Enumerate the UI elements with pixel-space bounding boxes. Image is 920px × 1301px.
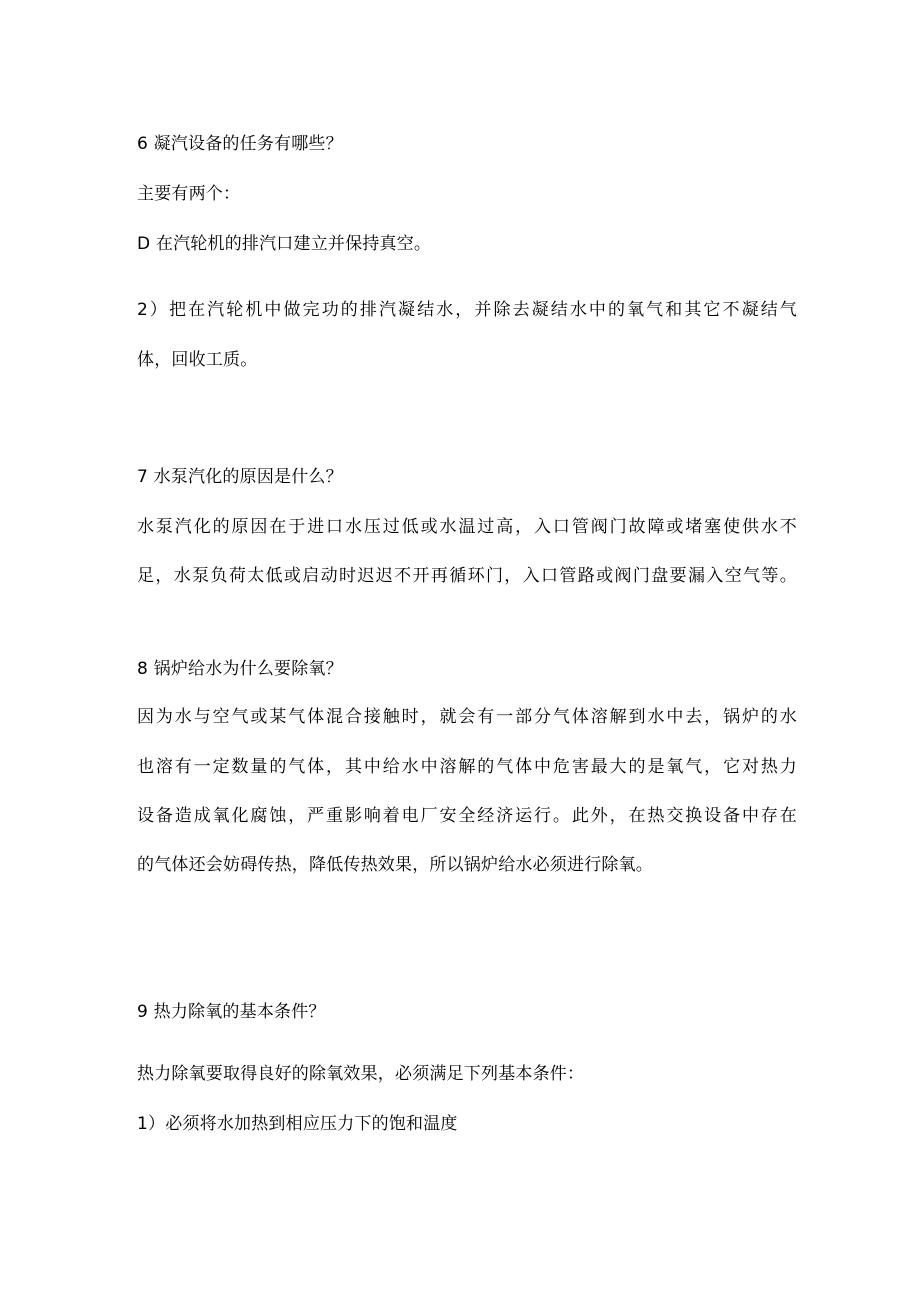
answer-6-line-3: 2）把在汽轮机中做完功的排汽凝结水，并除去凝结水中的氧气和其它不凝结气 <box>137 300 797 320</box>
answer-7-line-1: 水泵汽化的原因在于进口水压过低或水温过高，入口管阀门故障或堵塞使供水不 <box>137 517 797 537</box>
question-8: 8 锅炉给水为什么要除氧？ <box>137 659 343 679</box>
answer-6-line-2: D 在汽轮机的排汽口建立并保持真空。 <box>137 234 432 254</box>
answer-8-line-4: 的气体还会妨碍传热，降低传热效果，所以锅炉给水必须进行除氧。 <box>137 855 653 875</box>
answer-9-line-2: 1）必须将水加热到相应压力下的饱和温度 <box>137 1114 458 1134</box>
answer-8-line-1: 因为水与空气或某气体混合接触时，就会有一部分气体溶解到水中去，锅炉的水 <box>137 707 797 727</box>
answer-8-line-2: 也溶有一定数量的气体，其中给水中溶解的气体中危害最大的是氧气，它对热力 <box>137 757 797 777</box>
question-9: 9 热力除氧的基本条件？ <box>137 1002 326 1022</box>
answer-8-line-3: 设备造成氧化腐蚀，严重影响着电厂安全经济运行。此外，在热交换设备中存在 <box>137 806 797 826</box>
answer-9-line-1: 热力除氧要取得良好的除氧效果，必须满足下列基本条件： <box>137 1064 585 1084</box>
answer-6-line-4: 体，回收工质。 <box>137 350 258 370</box>
question-7: 7 水泵汽化的原因是什么？ <box>137 467 343 487</box>
question-6: 6 凝汽设备的任务有哪些？ <box>137 134 343 154</box>
answer-6-line-1: 主要有两个： <box>137 184 241 204</box>
answer-7-line-2: 足，水泵负荷太低或启动时迟迟不开再循环门，入口管路或阀门盘要漏入空气等。 <box>137 566 797 586</box>
